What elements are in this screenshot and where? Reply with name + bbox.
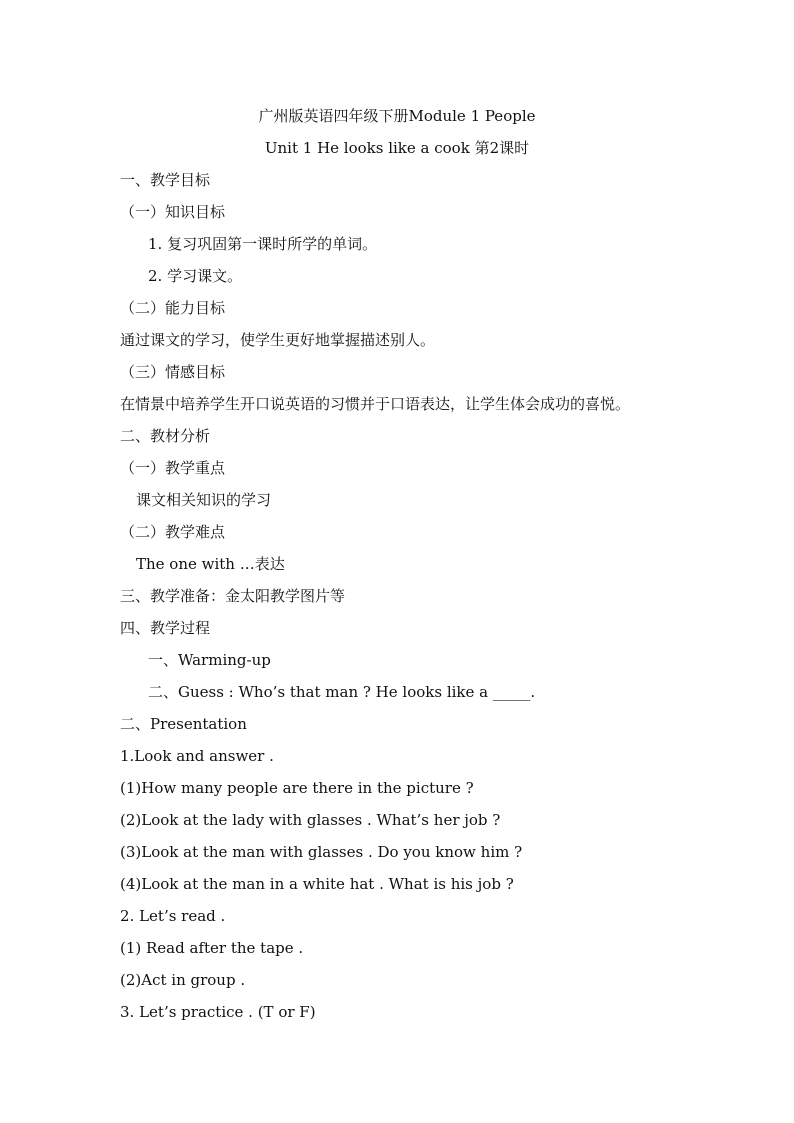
list-item: 二、Guess : Who’s that man ? He looks like a _____. <box>148 683 536 701</box>
paragraph: 课文相关知识的学习 <box>136 491 272 509</box>
list-item: 2. Let’s read . <box>120 907 226 925</box>
list-item: 2. 学习课文。 <box>148 267 243 285</box>
list-item: 1.Look and answer . <box>120 747 274 765</box>
list-item: 3. Let’s practice . (T or F) <box>120 1003 316 1021</box>
heading-preparation: 三、教学准备：金太阳教学图片等 <box>120 587 346 605</box>
subheading-knowledge-goals: （一）知识目标 <box>120 203 226 221</box>
subheading-key-points: （一）教学重点 <box>120 459 226 477</box>
paragraph: The one with …表达 <box>136 555 285 573</box>
document-subtitle: Unit 1 He looks like a cook 第2课时 <box>264 139 530 157</box>
list-item: (1)How many people are there in the picture ? <box>120 779 474 797</box>
document-title: 广州版英语四年级下册Module 1 People <box>258 107 536 125</box>
subheading-difficult-points: （二）教学难点 <box>120 523 226 541</box>
paragraph: 通过课文的学习，使学生更好地掌握描述别人。 <box>120 331 436 349</box>
paragraph: 在情景中培养学生开口说英语的习惯并于口语表达，让学生体会成功的喜悦。 <box>120 395 631 413</box>
list-item: (4)Look at the man in a white hat . What is his job ? <box>120 875 514 893</box>
subheading-ability-goals: （二）能力目标 <box>120 299 226 317</box>
list-item: (3)Look at the man with glasses . Do you know him ? <box>120 843 523 861</box>
list-item: 一、Warming-up <box>148 651 271 669</box>
list-item: (2)Act in group . <box>120 971 246 989</box>
list-item: (2)Look at the lady with glasses . What’s her job ? <box>120 811 501 829</box>
heading-teaching-process: 四、教学过程 <box>120 619 211 637</box>
list-item: 二、Presentation <box>120 715 247 733</box>
list-item: 1. 复习巩固第一课时所学的单词。 <box>148 235 378 253</box>
heading-teaching-goals: 一、教学目标 <box>120 171 211 189</box>
list-item: (1) Read after the tape . <box>120 939 304 957</box>
heading-material-analysis: 二、教材分析 <box>120 427 211 445</box>
subheading-emotion-goals: （三）情感目标 <box>120 363 226 381</box>
